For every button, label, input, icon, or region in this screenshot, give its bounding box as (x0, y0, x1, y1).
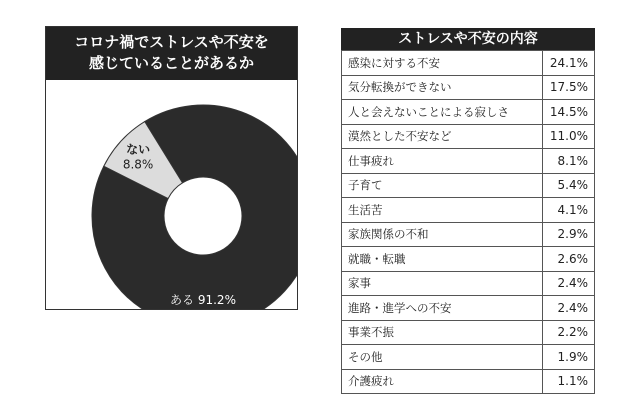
row-value: 24.1% (543, 51, 595, 76)
table-row (342, 222, 595, 247)
row-value: 1.1% (543, 369, 595, 394)
row-label: 子育て (342, 173, 543, 198)
row-value: 4.1% (543, 198, 595, 223)
row-label: その他 (342, 345, 543, 370)
row-label: 就職・転職 (342, 247, 543, 272)
table-row (342, 173, 595, 198)
table-row (342, 51, 595, 76)
row-label: 家事 (342, 271, 543, 296)
table-row (342, 296, 595, 321)
stress-table-panel (341, 28, 595, 394)
row-label: 進路・進学への不安 (342, 296, 543, 321)
row-label: 感染に対する不安 (342, 51, 543, 76)
row-value: 2.4% (543, 296, 595, 321)
table-row (342, 247, 595, 272)
row-label: 事業不振 (342, 320, 543, 345)
table-row (342, 369, 595, 394)
table-row (342, 75, 595, 100)
table-row (342, 149, 595, 174)
stress-table-title: ストレスや不安の内容 (341, 28, 595, 50)
row-value: 17.5% (543, 75, 595, 100)
donut-title-line-2: 感じていることがあるか (88, 54, 254, 72)
row-label: 漠然とした不安など (342, 124, 543, 149)
donut-label-1: ない 8.8% (122, 142, 154, 172)
row-label: 生活苦 (342, 198, 543, 223)
row-value: 2.2% (543, 320, 595, 345)
row-label: 家族関係の不和 (342, 222, 543, 247)
table-row (342, 345, 595, 370)
row-value: 1.9% (543, 345, 595, 370)
row-value: 2.4% (543, 271, 595, 296)
donut-chart-panel (45, 26, 298, 310)
row-value: 11.0% (543, 124, 595, 149)
table-row (342, 100, 595, 125)
row-value: 2.6% (543, 247, 595, 272)
donut-slice-0 (92, 105, 297, 309)
table-row (342, 198, 595, 223)
donut-chart (46, 27, 297, 309)
stress-table (341, 50, 595, 394)
donut-title-line-1: コロナ禍でストレスや不安を (74, 33, 269, 51)
row-value: 8.1% (543, 149, 595, 174)
donut-label-0: ある 91.2% (170, 293, 236, 307)
row-label: 仕事疲れ (342, 149, 543, 174)
table-row (342, 320, 595, 345)
row-label: 気分転換ができない (342, 75, 543, 100)
row-label: 介護疲れ (342, 369, 543, 394)
row-value: 14.5% (543, 100, 595, 125)
table-row (342, 124, 595, 149)
table-row (342, 271, 595, 296)
row-label: 人と会えないことによる寂しさ (342, 100, 543, 125)
row-value: 5.4% (543, 173, 595, 198)
row-value: 2.9% (543, 222, 595, 247)
